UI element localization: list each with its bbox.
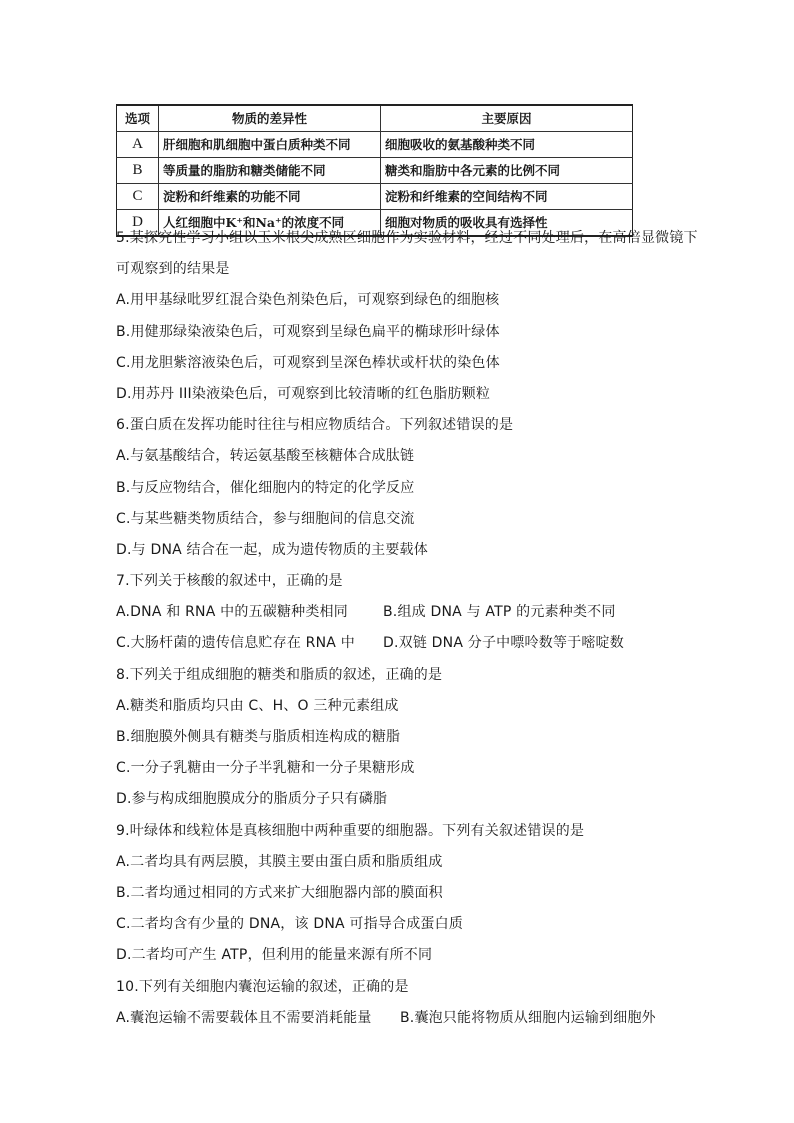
row-reason: 糖类和脂肪中各元素的比例不同 bbox=[381, 158, 633, 184]
options-table bbox=[116, 104, 633, 237]
option-row bbox=[116, 597, 686, 628]
option-b: B.细胞膜外侧具有糖类与脂质相连构成的糖脂 bbox=[116, 729, 401, 745]
option-c: C.一分子乳糖由一分子半乳糖和一分子果糖形成 bbox=[116, 760, 415, 777]
question-stem: 7.下列关于核酸的叙述中，正确的是 bbox=[116, 573, 343, 590]
option-d: D.参与构成细胞膜成分的脂质分子只有磷脂 bbox=[116, 791, 388, 808]
header-reason: 主要原因 bbox=[381, 105, 633, 132]
question-6 bbox=[116, 410, 686, 566]
question-9 bbox=[116, 816, 686, 972]
question-5 bbox=[116, 223, 698, 410]
question-8 bbox=[116, 660, 686, 816]
question-stem: 5.某探究性学习小组以玉米根尖成熟区细胞作为实验材料，经过不同处理后，在高倍显微镜下 bbox=[116, 230, 698, 246]
table-row bbox=[117, 158, 633, 184]
questions-body bbox=[116, 223, 698, 1034]
row-option: B bbox=[117, 158, 159, 184]
question-stem: 6.蛋白质在发挥功能时往往与相应物质结合。下列叙述错误的是 bbox=[116, 417, 514, 434]
row-difference: 淀粉和纤维素的功能不同 bbox=[159, 184, 381, 210]
option-c: C.二者均含有少量的 DNA，该 DNA 可指导合成蛋白质 bbox=[116, 916, 464, 933]
row-option: D bbox=[117, 210, 159, 237]
table-header-row bbox=[117, 105, 633, 132]
option-d: D.二者均可产生 ATP，但利用的能量来源有所不同 bbox=[116, 947, 433, 964]
option-b: B.用健那绿染液染色后，可观察到呈绿色扁平的椭球形叶绿体 bbox=[116, 323, 500, 340]
option-d: D.用苏丹 III染液染色后，可观察到比较清晰的红色脂肪颗粒 bbox=[116, 385, 491, 402]
option-a: A.糖类和脂质均只由 C、H、O 三种元素组成 bbox=[116, 697, 399, 714]
header-option: 选项 bbox=[117, 105, 159, 132]
row-option: C bbox=[117, 184, 159, 210]
options-table-container bbox=[116, 104, 632, 237]
option-c: C.用龙胆紫溶液染色后，可观察到呈深色棒状或杆状的染色体 bbox=[116, 354, 500, 371]
table-row bbox=[117, 132, 633, 158]
option-a: A.与氨基酸结合，转运氨基酸至核糖体合成肽链 bbox=[116, 448, 415, 465]
row-reason: 细胞吸收的氨基酸种类不同 bbox=[381, 132, 633, 158]
option-row bbox=[116, 1003, 686, 1034]
option-c: C.与某些糖类物质结合，参与细胞间的信息交流 bbox=[116, 510, 415, 527]
option-b: B.组成 DNA 与 ATP 的元素种类不同 bbox=[383, 604, 616, 621]
row-difference: 等质量的脂肪和糖类储能不同 bbox=[159, 158, 381, 184]
question-7 bbox=[116, 566, 686, 660]
row-difference: 肝细胞和肌细胞中蛋白质种类不同 bbox=[159, 132, 381, 158]
row-reason: 淀粉和纤维素的空间结构不同 bbox=[381, 184, 633, 210]
row-reason: 细胞对物质的吸收具有选择性 bbox=[381, 210, 633, 237]
header-difference: 物质的差异性 bbox=[159, 105, 381, 132]
option-a: A.囊泡运输不需要载体且不需要消耗能量 bbox=[116, 1009, 372, 1026]
table-row bbox=[117, 184, 633, 210]
option-row bbox=[116, 628, 686, 659]
row-option: A bbox=[117, 132, 159, 158]
option-b: B.与反应物结合，催化细胞内的特定的化学反应 bbox=[116, 479, 415, 496]
option-b: B.囊泡只能将物质从细胞内运输到细胞外 bbox=[400, 1009, 656, 1026]
option-d: D.与 DNA 结合在一起，成为遗传物质的主要载体 bbox=[116, 541, 428, 558]
question-stem: 9.叶绿体和线粒体是真核细胞中两种重要的细胞器。下列有关叙述错误的是 bbox=[116, 822, 585, 839]
question-stem-continued: 可观察到的结果是 bbox=[116, 261, 230, 278]
option-a: A.用甲基绿吡罗红混合染色剂染色后，可观察到绿色的细胞核 bbox=[116, 292, 500, 309]
question-stem: 10.下列有关细胞内囊泡运输的叙述，正确的是 bbox=[116, 978, 409, 995]
question-10 bbox=[116, 972, 686, 1034]
row-difference: 人红细胞中K⁺和Na⁺的浓度不同 bbox=[159, 210, 381, 237]
option-b: B.二者均通过相同的方式来扩大细胞器内部的膜面积 bbox=[116, 884, 443, 901]
option-a: A.二者均具有两层膜，其膜主要由蛋白质和脂质组成 bbox=[116, 853, 443, 870]
option-c: C.大肠杆菌的遗传信息贮存在 RNA 中 bbox=[116, 635, 355, 652]
question-stem: 8.下列关于组成细胞的糖类和脂质的叙述，正确的是 bbox=[116, 666, 443, 683]
option-a: A.DNA 和 RNA 中的五碳糖种类相同 bbox=[116, 604, 348, 621]
option-d: D.双链 DNA 分子中嘌呤数等于嘧啶数 bbox=[383, 635, 624, 652]
